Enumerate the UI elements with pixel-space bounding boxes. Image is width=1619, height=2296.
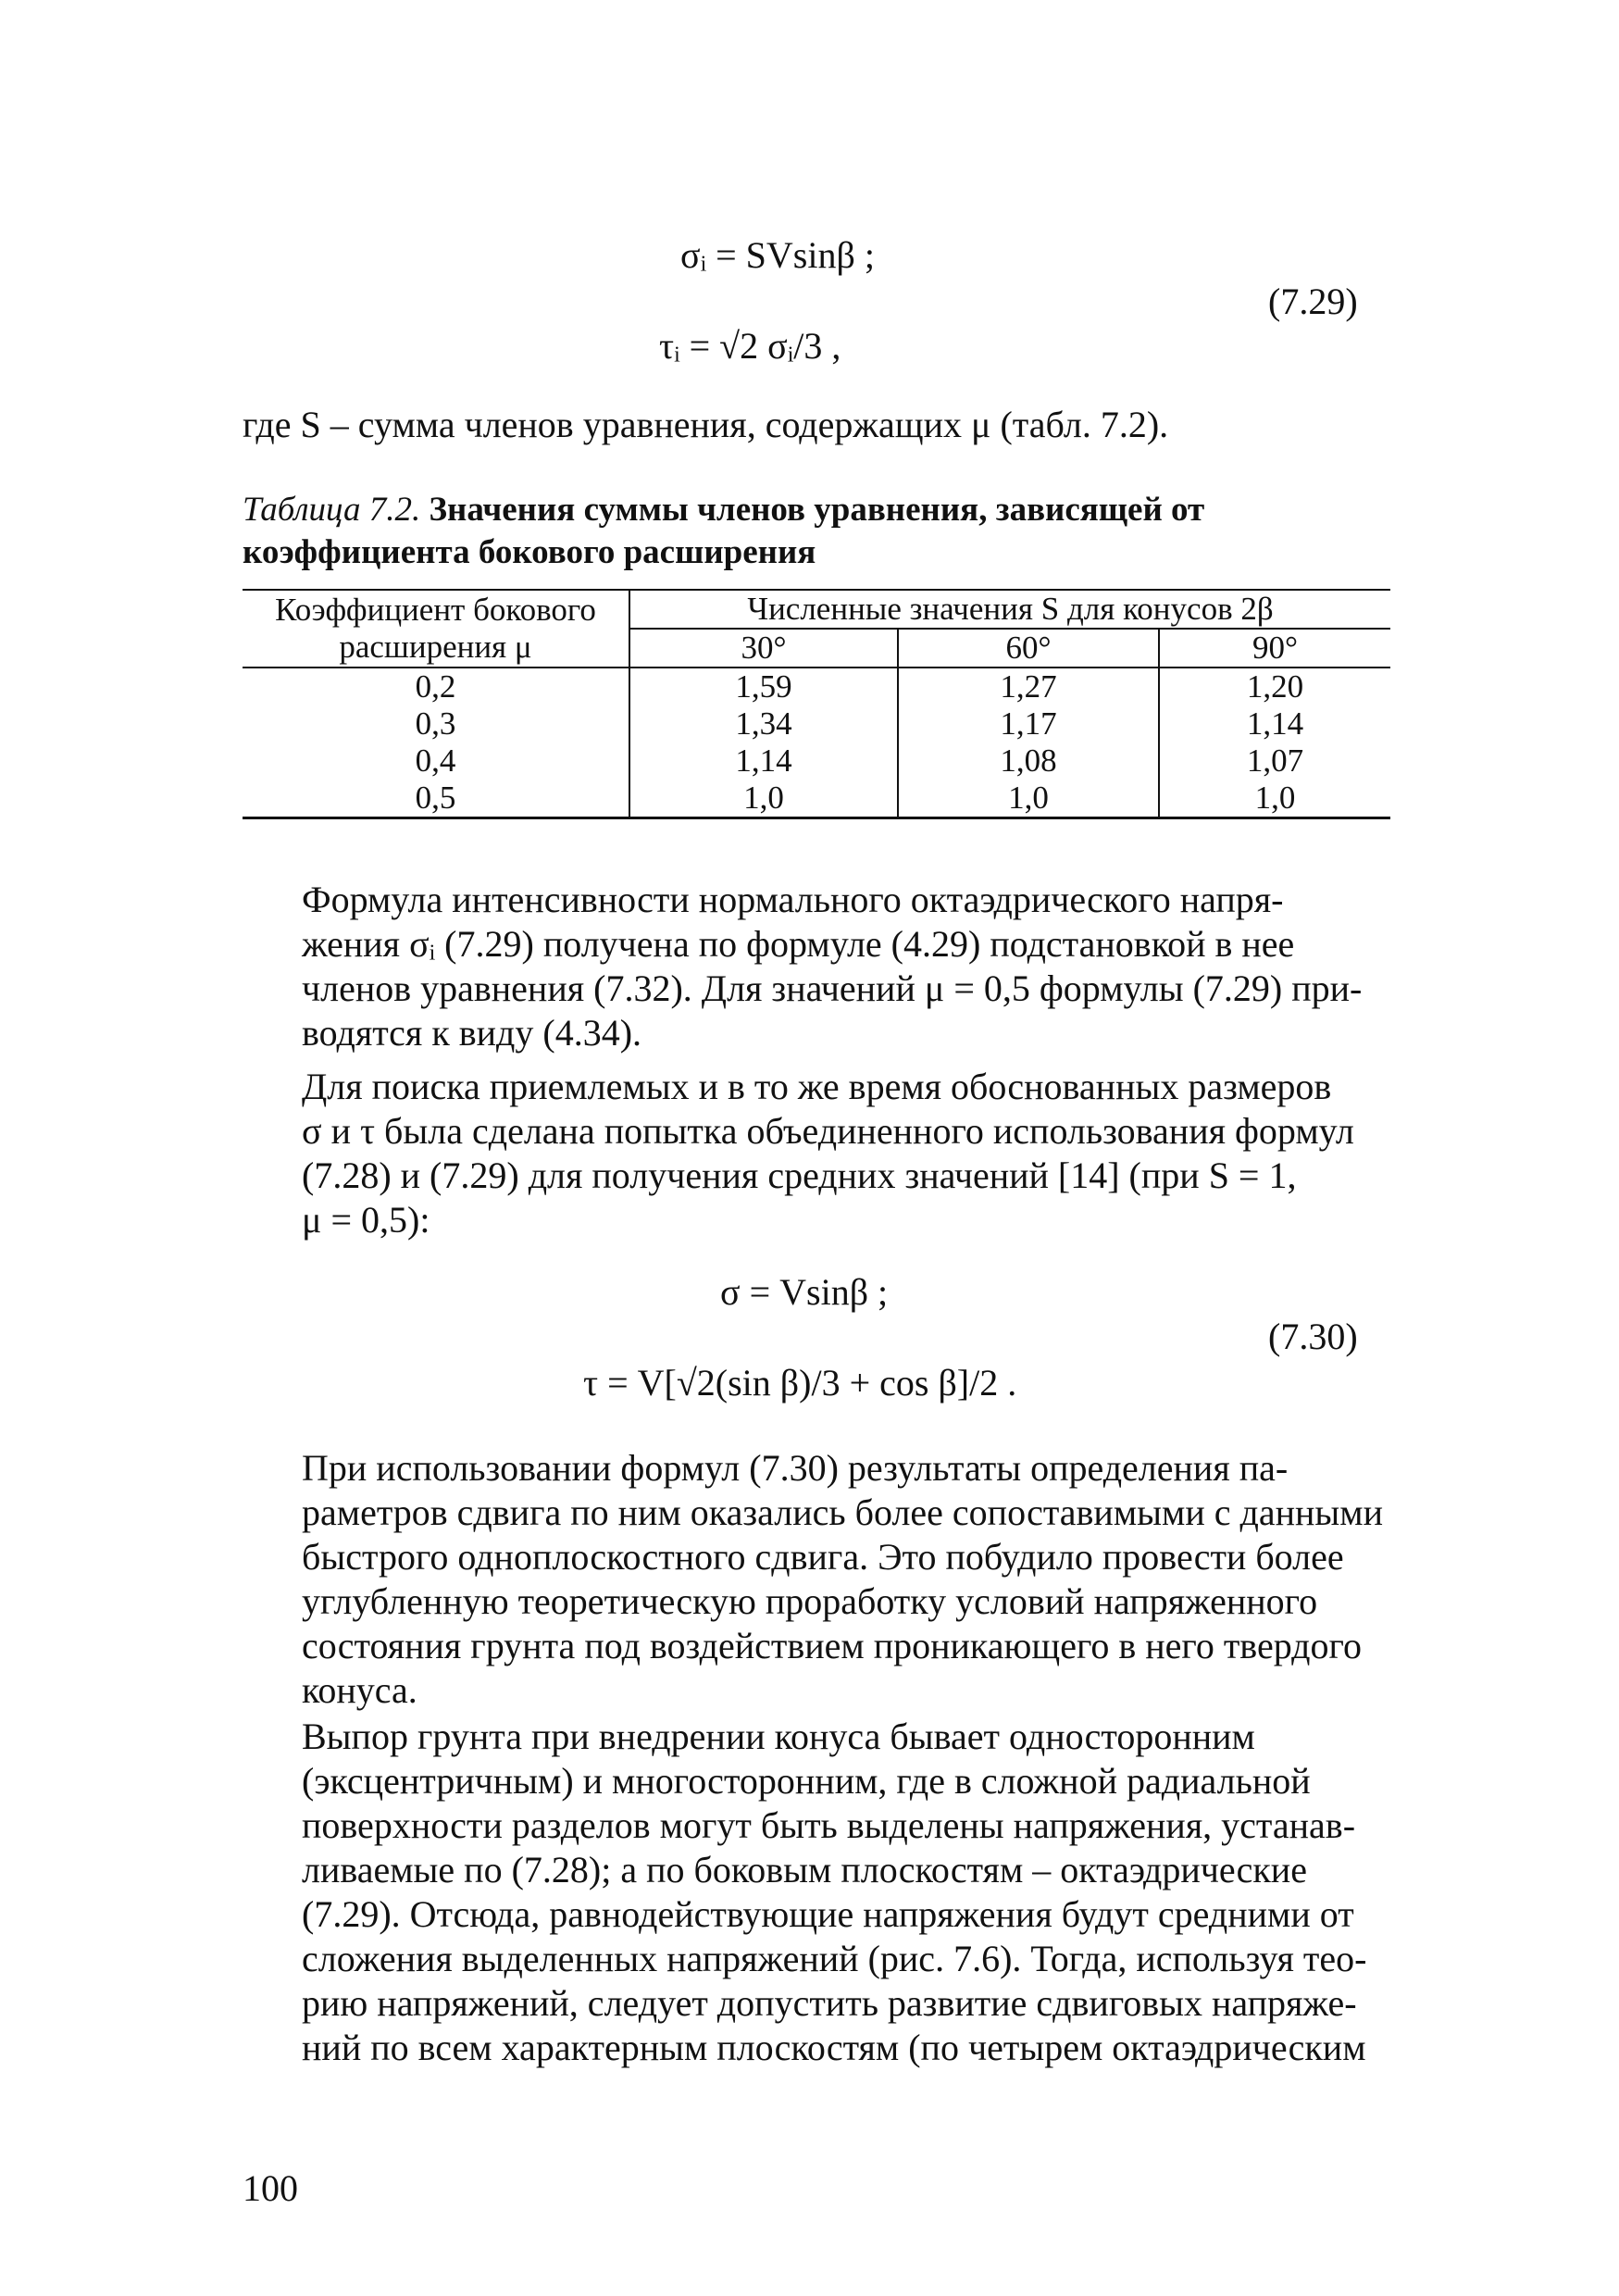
formula-729-line2: τᵢ = √2 σᵢ/3 , (659, 325, 841, 367)
table-cell-mu: 0,5 (243, 780, 629, 818)
paragraph-line: конуса. (302, 1669, 417, 1711)
table-row (243, 780, 1390, 818)
table-row (243, 705, 1390, 742)
table-cell-mu: 0,2 (243, 668, 629, 705)
table-cell: 1,20 (1246, 668, 1304, 705)
paragraph-line: водятся к виду (4.34). (302, 1012, 642, 1054)
paragraph-line: быстрого одноплоскостного сдвига. Это побудило провести более (302, 1536, 1344, 1578)
paragraph-line: ливаемые по (7.28); а по боковым плоскостям – октаэдрические (302, 1849, 1307, 1890)
paragraph-line: членов уравнения (7.32). Для значений μ = 0,5 формулы (7.29) при- (302, 967, 1363, 1009)
paragraph-line: (7.29). Отсюда, равнодействующие напряжения будут средними от (302, 1893, 1354, 1935)
paragraph-line: поверхности разделов могут быть выделены напряжения, устанав- (302, 1804, 1356, 1846)
paragraph-line: Формула интенсивности нормального октаэдрического напря- (302, 879, 1284, 920)
formula-730-number: (7.30) (1268, 1316, 1358, 1357)
paragraph-1 (243, 878, 1387, 1055)
paragraph-line: σ и τ была сделана попытка объединенного использования формул (302, 1110, 1354, 1152)
table-col-90: 90° (1159, 629, 1390, 668)
table-cell: 1,0 (898, 780, 1159, 818)
paragraph-line: Выпор грунта при внедрении конуса бывает односторонним (302, 1716, 1255, 1757)
table-cell: 1,17 (898, 705, 1159, 742)
table-cell: 1,07 (1246, 742, 1304, 779)
table-header-group: Численные значения S для конусов 2β (629, 590, 1390, 629)
paragraph-line: состояния грунта под воздействием проникающего в него твердого (302, 1625, 1362, 1666)
table-caption-title-line1: Значения суммы членов уравнения, зависящей от (429, 491, 1205, 529)
table-cell: 1,34 (629, 705, 898, 742)
table-caption-label: Таблица 7.2. (243, 491, 421, 529)
table-7-2 (243, 589, 1390, 819)
paragraph-line: μ = 0,5): (302, 1199, 430, 1241)
table-cell: 1,27 (898, 668, 1159, 705)
table-header-mu: Коэффициент бокового расширения μ (243, 590, 629, 668)
table-col-60: 60° (898, 629, 1159, 668)
text-after-formula-729: где S – сумма членов уравнения, содержащих μ (табл. 7.2). (243, 404, 1169, 445)
formula-730-line2: τ = V[√2(sin β)/3 + cos β]/2 . (583, 1362, 1017, 1404)
table-cell: 1,08 (898, 742, 1159, 780)
paragraph-3 (243, 1446, 1387, 1713)
paragraph-line: При использовании формул (7.30) результаты определения па- (302, 1447, 1289, 1489)
paragraph-line: ний по всем характерным плоскостям (по четырем октаэдрическим (302, 2027, 1366, 2068)
paragraph-line: (7.28) и (7.29) для получения средних значений [14] (при S = 1, (302, 1154, 1297, 1196)
table-row (243, 668, 1390, 705)
paragraph-2 (243, 1065, 1387, 1242)
formula-730-line1: σ = Vsinβ ; (720, 1271, 889, 1313)
paragraph-line: жения σᵢ (7.29) получена по формуле (4.29) подстановкой в нее (302, 923, 1295, 965)
table-row (243, 742, 1390, 780)
table-cell-mu: 0,4 (243, 742, 629, 780)
paragraph-4 (243, 1715, 1387, 2070)
paragraph-line: углубленную теоретическую проработку условий напряженного (302, 1580, 1318, 1622)
table-cell: 1,14 (1246, 705, 1304, 742)
formula-729-number: (7.29) (1268, 281, 1358, 322)
table-col-30: 30° (629, 629, 898, 668)
paragraph-line: Для поиска приемлемых и в то же время обоснованных размеров (302, 1066, 1332, 1107)
table-cell: 1,0 (1159, 780, 1390, 818)
paragraph-line: (эксцентричным) и многосторонним, где в сложной радиальной (302, 1760, 1311, 1802)
paragraph-line: раметров сдвига по ним оказались более сопоставимыми с данными (302, 1491, 1384, 1533)
table-caption (243, 489, 1390, 574)
paragraph-line: рию напряжений, следует допустить развитие сдвиговых напряже- (302, 1982, 1357, 2024)
page-number: 100 (243, 2167, 298, 2209)
table-cell: 1,0 (629, 780, 898, 818)
table-cell: 1,59 (629, 668, 898, 705)
paragraph-line: сложения выделенных напряжений (рис. 7.6). Тогда, используя тео- (302, 1938, 1367, 1979)
table-cell-mu: 0,3 (243, 705, 629, 742)
table-caption-title-line2: коэффициента бокового расширения (243, 533, 816, 571)
table-cell: 1,14 (629, 742, 898, 780)
formula-729-line1: σᵢ = SVsinβ ; (680, 234, 875, 276)
